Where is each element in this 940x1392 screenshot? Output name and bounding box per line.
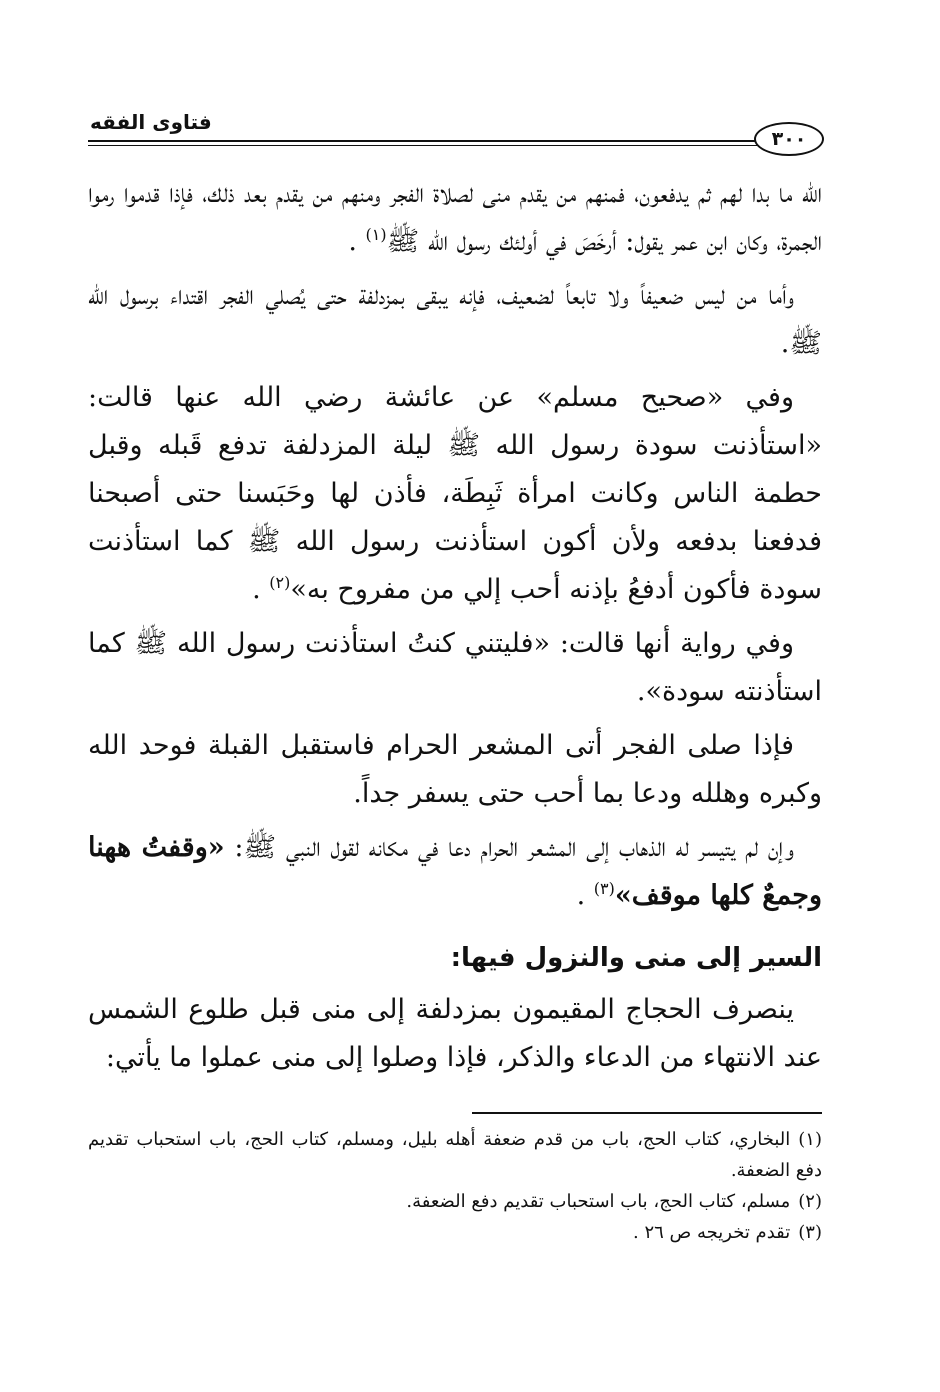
paragraph: فإذا صلى الفجر أتى المشعر الحرام فاستقبل القبلة فوحد الله وكبره وهلله ودعا بما أحب حتى يسفر جداً. [88, 730, 822, 809]
paragraph: وفي رواية أنها قالت: «فليتني كنتُ استأذنت رسول الله ﷺ كما استأذنته سودة». [88, 628, 822, 707]
hadith-quote: «وقفتُ ههنا وجمعٌ كلها موقف» [88, 832, 822, 911]
footnote-text: البخاري، كتاب الحج، باب من قدم ضعفة أهله بليل، ومسلم، كتاب الحج، باب استحباب تقديم دفع الضعفة. [88, 1129, 822, 1181]
footnote-number: (١) [798, 1129, 822, 1150]
paragraph [88, 170, 822, 266]
footnote [88, 1186, 822, 1217]
punctuation: . [348, 226, 366, 257]
footnote-divider [472, 1112, 822, 1114]
paragraph [88, 824, 822, 920]
paragraph-text: الله ما بدا لهم ثم يدفعون، فمنهم من يقدم منى لصلاة الفجر ومنهم من يقدم بعد ذلك، فإذا قدموا رموا الجمرة، وكان ابن عمر يقول: أرخَصَ في أولئك رسول الله ﷺ [88, 178, 822, 257]
footnote-text: تقدم تخريجه ص ٢٦ . [632, 1222, 791, 1243]
footnote-ref: (٢) [269, 573, 291, 592]
footnote-text: مسلم، كتاب الحج، باب استحباب تقديم دفع الضعفة. [406, 1191, 791, 1212]
footnote-number: (٢) [798, 1191, 822, 1212]
paragraph-text: وإن لم يتيسر له الذهاب إلى المشعر الحرام دعا في مكانه لقول النبي ﷺ: [224, 832, 794, 863]
punctuation: . [576, 880, 594, 911]
page-number: ٣٠٠ [754, 122, 824, 156]
section-heading: السير إلى منى والنزول فيها: [450, 943, 822, 973]
footnote [88, 1124, 822, 1186]
paragraph [88, 374, 822, 614]
header-rule [88, 140, 762, 146]
paragraph: ينصرف الحجاج المقيمون بمزدلفة إلى منى قبل طلوع الشمس عند الانتهاء من الدعاء والذكر، فإذا وصلوا إلى منى عملوا ما يأتي: [88, 994, 822, 1073]
main-text [88, 170, 822, 1082]
footnote-number: (٣) [798, 1222, 822, 1243]
footnote-ref: (١) [365, 225, 387, 244]
page [88, 110, 822, 1248]
paragraph: وأما من ليس ضعيفاً ولا تابعاً لضعيف، فإنه يبقى بمزدلفة حتى يُصلي الفجر اقتداء برسول الله ﷺ. [88, 280, 822, 359]
book-title: فتاوى الفقه [90, 110, 212, 134]
page-header [88, 110, 822, 152]
punctuation: . [252, 574, 270, 605]
footnotes [88, 1124, 822, 1248]
footnote [88, 1217, 822, 1248]
paragraph-text: وفي «صحيح مسلم» عن عائشة رضي الله عنها قالت: «استأذنت سودة رسول الله ﷺ ليلة المزدلفة تدفع قَبله وقبل حطمة الناس وكانت امرأة ثَبِطَة، فأذن لها وحَبَسنا حتى أصبحنا فدفعنا بدفعه ولأن أكون استأذنت رسول الله ﷺ كما استأذنت سودة فأكون أدفعُ بإذنه أحب إلي من مفروح به» [88, 382, 822, 605]
footnote-ref: (٣) [593, 879, 615, 898]
